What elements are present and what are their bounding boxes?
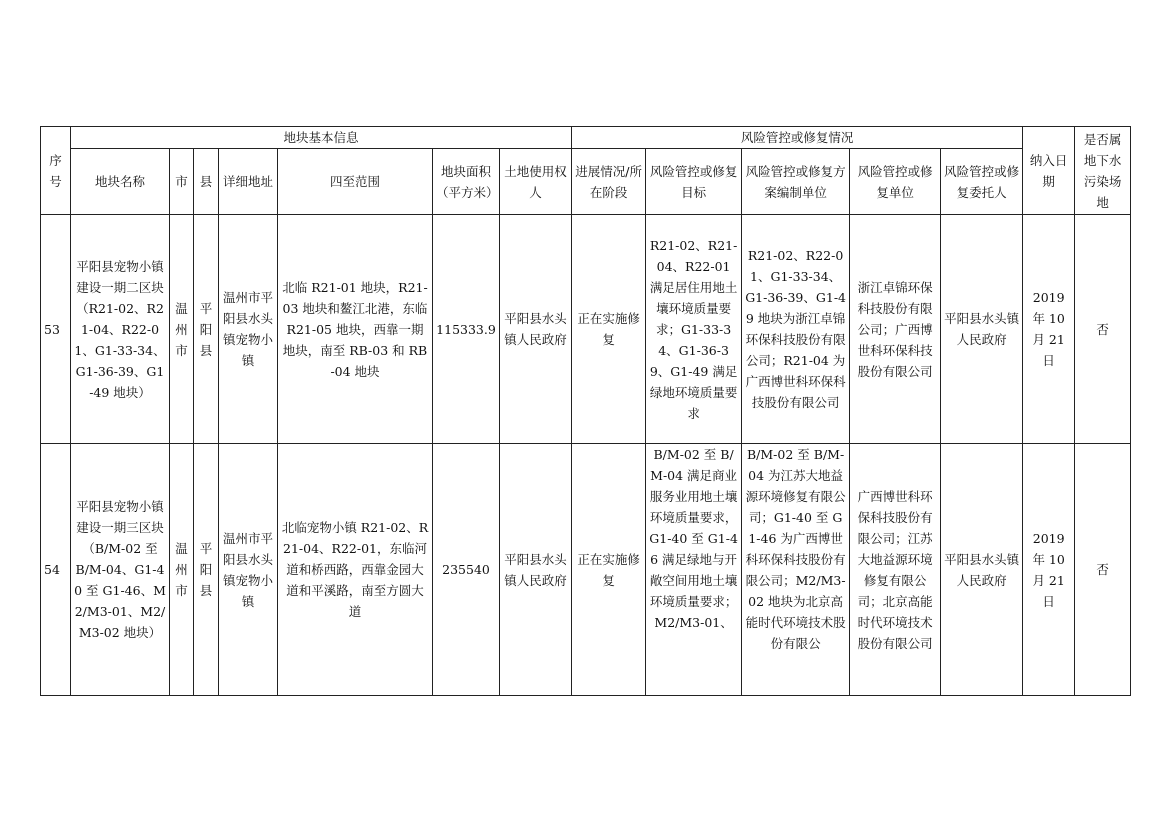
cell-county: 平阳县 — [194, 444, 219, 696]
header-exec-unit: 风险管控或修复单位 — [850, 149, 941, 215]
cell-county: 平阳县 — [194, 215, 219, 444]
header-risk-control: 风险管控或修复情况 — [572, 127, 1023, 149]
cell-seq: 54 — [41, 444, 71, 696]
cell-boundary: 北临 R21-01 地块，R21-03 地块和鳌江北港，东临 R21-05 地块，西靠一期地块，南至 RB-03 和 RB-04 地块 — [278, 215, 433, 444]
cell-date: 2019 年 10 月 21 日 — [1023, 215, 1075, 444]
cell-exec-unit: 浙江卓锦环保科技股份有限公司；广西博世科环保科技股份有限公司 — [850, 215, 941, 444]
table-row — [41, 215, 1131, 444]
header-include-date: 纳入日期 — [1023, 127, 1075, 215]
cell-land-user: 平阳县水头镇人民政府 — [500, 215, 572, 444]
cell-target: R21-02、R21-04、R22-01 满足居住用地土壤环境质量要求；G1-33-34、G1-36-39、G1-49 满足绿地环境质量要求 — [646, 215, 742, 444]
cell-seq: 53 — [41, 215, 71, 444]
cell-progress: 正在实施修复 — [572, 444, 646, 696]
cell-boundary: 北临宠物小镇 R21-02、R21-04、R22-01，东临河道和桥西路，西靠金园大道和平溪路，南至方圆大道 — [278, 444, 433, 696]
cell-plan-unit: R21-02、R22-01、G1-33-34、G1-36-39、G1-49 地块为浙江卓锦环保科技股份有限公司；R21-04 为广西博世科环保科技股份有限公司 — [742, 215, 850, 444]
cell-land-user: 平阳县水头镇人民政府 — [500, 444, 572, 696]
header-land-user: 土地使用权人 — [500, 149, 572, 215]
header-groundwater: 是否属地下水污染场地 — [1075, 127, 1131, 215]
header-county: 县 — [194, 149, 219, 215]
header-boundary: 四至范围 — [278, 149, 433, 215]
cell-groundwater: 否 — [1075, 444, 1131, 696]
header-seq: 序号 — [41, 127, 71, 215]
cell-date: 2019 年 10 月 21 日 — [1023, 444, 1075, 696]
cell-plan-unit — [742, 444, 850, 696]
cell-client: 平阳县水头镇人民政府 — [941, 444, 1023, 696]
cell-address: 温州市平阳县水头镇宠物小镇 — [219, 444, 278, 696]
cell-name: 平阳县宠物小镇建设一期二区块（R21-02、R21-04、R22-01、G1-33-34、G1-36-39、G1-49 地块） — [71, 215, 170, 444]
cell-target-text: B/M-02 至 B/M-04 满足商业服务业用地土壤环境质量要求，G1-40 至 G1-46 满足绿地与开敞空间用地土壤环境质量要求；M2/M3-01、 — [649, 447, 738, 630]
cell-area: 235540 — [433, 444, 500, 696]
header-city: 市 — [170, 149, 194, 215]
cell-area: 115333.9 — [433, 215, 500, 444]
cell-target — [646, 444, 742, 696]
cell-groundwater: 否 — [1075, 215, 1131, 444]
cell-name: 平阳县宠物小镇建设一期三区块（B/M-02 至 B/M-04、G1-40 至 G1-46、M2/M3-01、M2/M3-02 地块） — [71, 444, 170, 696]
cell-client: 平阳县水头镇人民政府 — [941, 215, 1023, 444]
cell-address: 温州市平阳县水头镇宠物小镇 — [219, 215, 278, 444]
cell-city: 温州市 — [170, 215, 194, 444]
contaminated-site-table — [40, 126, 1131, 696]
header-client: 风险管控或修复委托人 — [941, 149, 1023, 215]
header-area: 地块面积（平方米） — [433, 149, 500, 215]
header-basic-info: 地块基本信息 — [71, 127, 572, 149]
cell-progress: 正在实施修复 — [572, 215, 646, 444]
header-target: 风险管控或修复目标 — [646, 149, 742, 215]
table-row — [41, 444, 1131, 696]
header-progress: 进展情况/所在阶段 — [572, 149, 646, 215]
header-address: 详细地址 — [219, 149, 278, 215]
cell-exec-unit: 广西博世科环保科技股份有限公司；江苏大地益源环境修复有限公司；北京高能时代环境技术股份有限公司 — [850, 444, 941, 696]
cell-city: 温州市 — [170, 444, 194, 696]
header-plan-unit: 风险管控或修复方案编制单位 — [742, 149, 850, 215]
header-name: 地块名称 — [71, 149, 170, 215]
cell-plan-unit-text: B/M-02 至 B/M-04 为江苏大地益源环境修复有限公司；G1-40 至 G1-46 为广西博世科环保科技股份有限公司；M2/M3-02 地块为北京高能时代环境技术股份有限公 — [745, 447, 846, 651]
